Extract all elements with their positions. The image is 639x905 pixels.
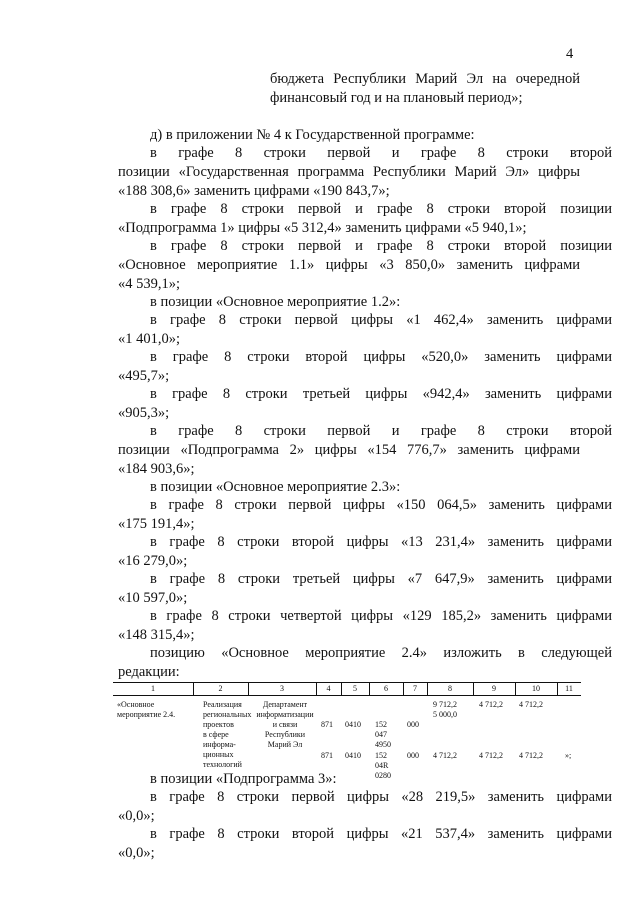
table-cell: 871: [321, 751, 333, 760]
table-cell: 4 712,2: [519, 751, 543, 760]
table-cell: 0410: [345, 720, 361, 729]
table-cell: 4 712,2: [519, 700, 543, 709]
table-cell: »;: [565, 751, 572, 760]
para-line: в графе 8 строки третьей цифры «942,4» заменить цифрами: [150, 386, 612, 402]
table-header-cell: 3: [280, 684, 284, 693]
table-cell: «Основное мероприятие 2.4.: [117, 700, 176, 719]
page-number: 4: [566, 46, 574, 62]
para-line: позиции «Подпрограмма 2» цифры «154 776,7» заменить цифрами: [118, 442, 580, 458]
table-cell: 000: [407, 720, 419, 729]
para-line: в графе 8 строки первой цифры «150 064,5» заменить цифрами: [150, 497, 612, 513]
para-line: в графе 8 строки третьей цифры «7 647,9» заменить цифрами: [150, 571, 612, 587]
table-cell: 0410: [345, 751, 361, 760]
para-line: «4 539,1»;: [118, 276, 181, 292]
table-cell: 000: [407, 751, 419, 760]
table-cell: 4 712,2: [433, 751, 457, 760]
intro-line-2: финансовый год и на плановый период»;: [270, 90, 523, 106]
table-header-cell: 7: [413, 684, 417, 693]
para-line: в графе 8 строки первой и графе 8 строки второй: [150, 423, 612, 439]
para-line: редакции:: [118, 664, 180, 680]
para-line: в графе 8 строки первой и графе 8 строки второй позиции: [150, 201, 612, 217]
table-header-cell: 10: [532, 684, 540, 693]
para-line: в графе 8 строки первой цифры «28 219,5» заменить цифрами: [150, 789, 612, 805]
para-line: «Подпрограмма 1» цифры «5 312,4» заменить цифрами «5 940,1»;: [118, 220, 527, 236]
table-cell: 4 712,2: [479, 700, 503, 709]
table-cell: 152 047 4950: [375, 720, 391, 749]
para-line: «148 315,4»;: [118, 627, 195, 643]
table-header-cell: 6: [384, 684, 388, 693]
table-header-cell: 4: [326, 684, 331, 693]
table-header-row: [113, 682, 581, 696]
para-line: «495,7»;: [118, 368, 170, 384]
table-cell: 152 04R 0280: [375, 751, 391, 780]
para-line: «10 597,0»;: [118, 590, 188, 606]
table-cell: 4 712,2: [479, 751, 503, 760]
para-line: в графе 8 строки второй цифры «13 231,4» заменить цифрами: [150, 534, 612, 550]
intro-line-1: бюджета Республики Марий Эл на очередной: [270, 71, 580, 87]
para-line: в графе 8 строки четвертой цифры «129 185,2» заменить цифрами: [150, 608, 612, 624]
para-line: в графе 8 строки первой и графе 8 строки второй позиции: [150, 238, 612, 254]
para-line: «1 401,0»;: [118, 331, 181, 347]
para-line: в графе 8 строки первой и графе 8 строки второй: [150, 145, 612, 161]
para-line: «0,0»;: [118, 808, 155, 824]
para-line: в графе 8 строки второй цифры «21 537,4» заменить цифрами: [150, 826, 612, 842]
table-header-cell: 2: [218, 684, 223, 693]
para-line: «0,0»;: [118, 845, 155, 861]
para-line: в позиции «Основное мероприятие 1.2»:: [150, 294, 401, 310]
para-line: «905,3»;: [118, 405, 170, 421]
para-line: «175 191,4»;: [118, 516, 195, 532]
budget-table: [113, 682, 581, 782]
table-header-cell: 11: [565, 684, 573, 693]
para-line: в графе 8 строки первой цифры «1 462,4» заменить цифрами: [150, 312, 612, 328]
para-line: «188 308,6» заменить цифрами «190 843,7»;: [118, 183, 390, 199]
para-line: «Основное мероприятие 1.1» цифры «3 850,0» заменить цифрами: [118, 257, 580, 273]
para-line: «184 903,6»;: [118, 461, 195, 477]
table-cell: 9 712,2 5 000,0: [433, 700, 457, 719]
para-line: «16 279,0»;: [118, 553, 188, 569]
table-header-cell: 8: [448, 684, 452, 693]
table-cell: 871: [321, 720, 333, 729]
para-line: позиции «Государственная программа Республики Марий Эл» цифры: [118, 164, 580, 180]
para-line: в графе 8 строки второй цифры «520,0» заменить цифрами: [150, 349, 612, 365]
table-header-cell: 9: [492, 684, 496, 693]
para-line: в позиции «Основное мероприятие 2.3»:: [150, 479, 401, 495]
para-line: позицию «Основное мероприятие 2.4» изложить в следующей: [150, 645, 612, 661]
table-cell: Реализация региональных проектов в сфере информа- ционных технологий: [203, 700, 252, 769]
section-d-heading: д) в приложении № 4 к Государственной программе:: [150, 127, 475, 143]
table-header-cell: 5: [353, 684, 357, 693]
para-line: в позиции «Подпрограмма 3»:: [150, 771, 337, 787]
table-header-cell: 1: [151, 684, 155, 693]
table-cell: Департамент информатизации и связи Республики Марий Эл: [256, 700, 314, 749]
